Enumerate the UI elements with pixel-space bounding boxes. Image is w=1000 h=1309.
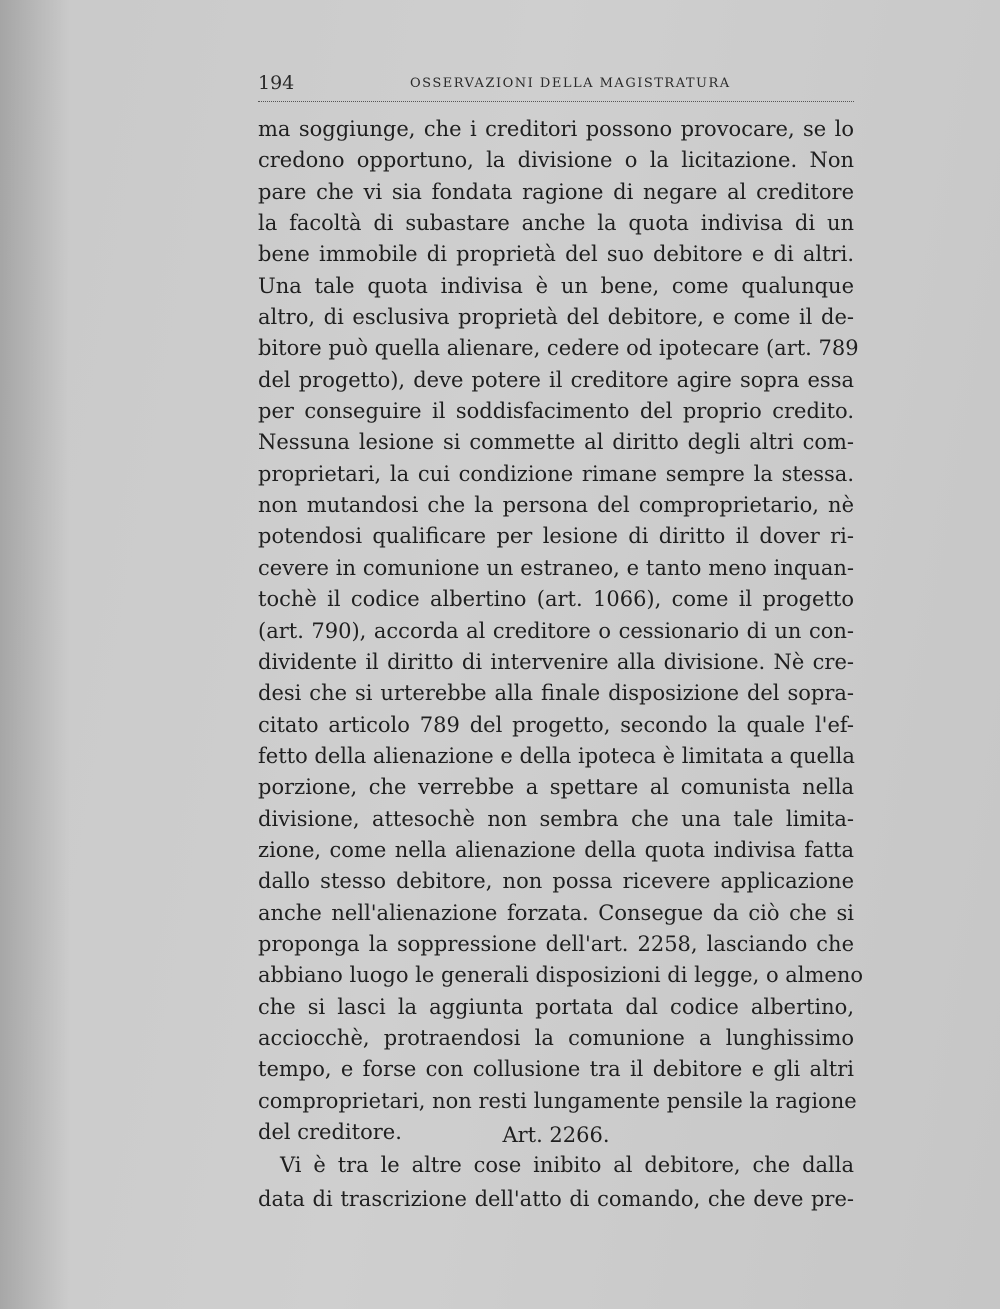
text-line: non mutandosi che la persona del comproprietario, nè <box>258 493 854 518</box>
text-line: anche nell'alienazione forzata. Consegue da ciò che si <box>258 900 854 925</box>
text-line: la facoltà di subastare anche la quota indivisa di un <box>258 211 854 236</box>
text-line: del progetto), deve potere il creditore agire sopra essa <box>258 367 854 392</box>
text-line: pare che vi sia fondata ragione di negare al creditore <box>258 179 854 204</box>
text-line: tochè il codice albertino (art. 1066), come il progetto <box>258 587 854 612</box>
text-line: citato articolo 789 del progetto, secondo la quale l'ef- <box>258 712 854 737</box>
running-head: OSSERVAZIONI DELLA MAGISTRATURA <box>410 76 731 91</box>
binding-shadow <box>0 0 70 1309</box>
text-line: Vi è tra le altre cose inibito al debitore, che dalla <box>280 1153 854 1177</box>
text-line: zione, come nella alienazione della quota indivisa fatta <box>258 837 854 862</box>
text-line: potendosi qualificare per lesione di diritto il dover ri- <box>258 524 854 549</box>
text-line: acciocchè, protraendosi la comunione a lunghissimo <box>258 1025 854 1050</box>
page-number: 194 <box>258 72 295 94</box>
paragraph-article <box>258 1148 854 1216</box>
text-line: dividente il diritto di intervenire alla divisione. Nè cre- <box>258 649 854 674</box>
text-line: ma soggiunge, che i creditori possono provocare, se lo <box>258 117 854 141</box>
text-line: proponga la soppressione dell'art. 2258, lasciando che <box>258 931 854 956</box>
text-line: fetto della alienazione e della ipoteca è limitata a quella <box>258 743 855 768</box>
text-line: comproprietari, non resti lungamente pensile la ragione <box>258 1088 857 1113</box>
text-line: che si lasci la aggiunta portata dal codice albertino, <box>258 994 854 1019</box>
text-line: del creditore. <box>258 1120 402 1144</box>
text-line: tempo, e forse con collusione tra il debitore e gli altri <box>258 1057 854 1082</box>
text-line: desi che si urterebbe alla finale disposizione del sopra- <box>258 681 854 706</box>
paragraph-body <box>258 114 864 1148</box>
text-line: porzione, che verrebbe a spettare al comunista nella <box>258 775 854 800</box>
text-line: data di trascrizione dell'atto di comando, che deve pre- <box>258 1187 854 1211</box>
text-line: dallo stesso debitore, non possa ricevere applicazione <box>258 869 854 894</box>
text-line: Nessuna lesione si commette al diritto degli altri com- <box>258 430 854 455</box>
text-line: Una tale quota indivisa è un bene, come qualunque <box>258 273 854 298</box>
text-line: altro, di esclusiva proprietà del debitore, e come il de- <box>258 305 854 330</box>
text-line: abbiano luogo le generali disposizioni di legge, o almeno <box>258 963 864 988</box>
section-heading: Art. 2266. <box>502 1123 610 1147</box>
text-line: bene immobile di proprietà del suo debitore e di altri. <box>258 242 854 267</box>
page-header <box>258 72 854 102</box>
header-rule <box>258 101 854 102</box>
text-line: bitore può quella alienare, cedere od ipotecare (art. 789 <box>258 336 859 361</box>
text-line: credono opportuno, la divisione o la licitazione. Non <box>258 148 854 173</box>
text-line: (art. 790), accorda al creditore o cessionario di un con- <box>258 618 854 643</box>
text-line: divisione, attesochè non sembra che una tale limita- <box>258 806 854 831</box>
text-line: per conseguire il soddisfacimento del proprio credito. <box>258 399 854 424</box>
text-line: proprietari, la cui condizione rimane sempre la stessa. <box>258 461 854 486</box>
text-line: cevere in comunione un estraneo, e tanto meno inquan- <box>258 555 854 580</box>
